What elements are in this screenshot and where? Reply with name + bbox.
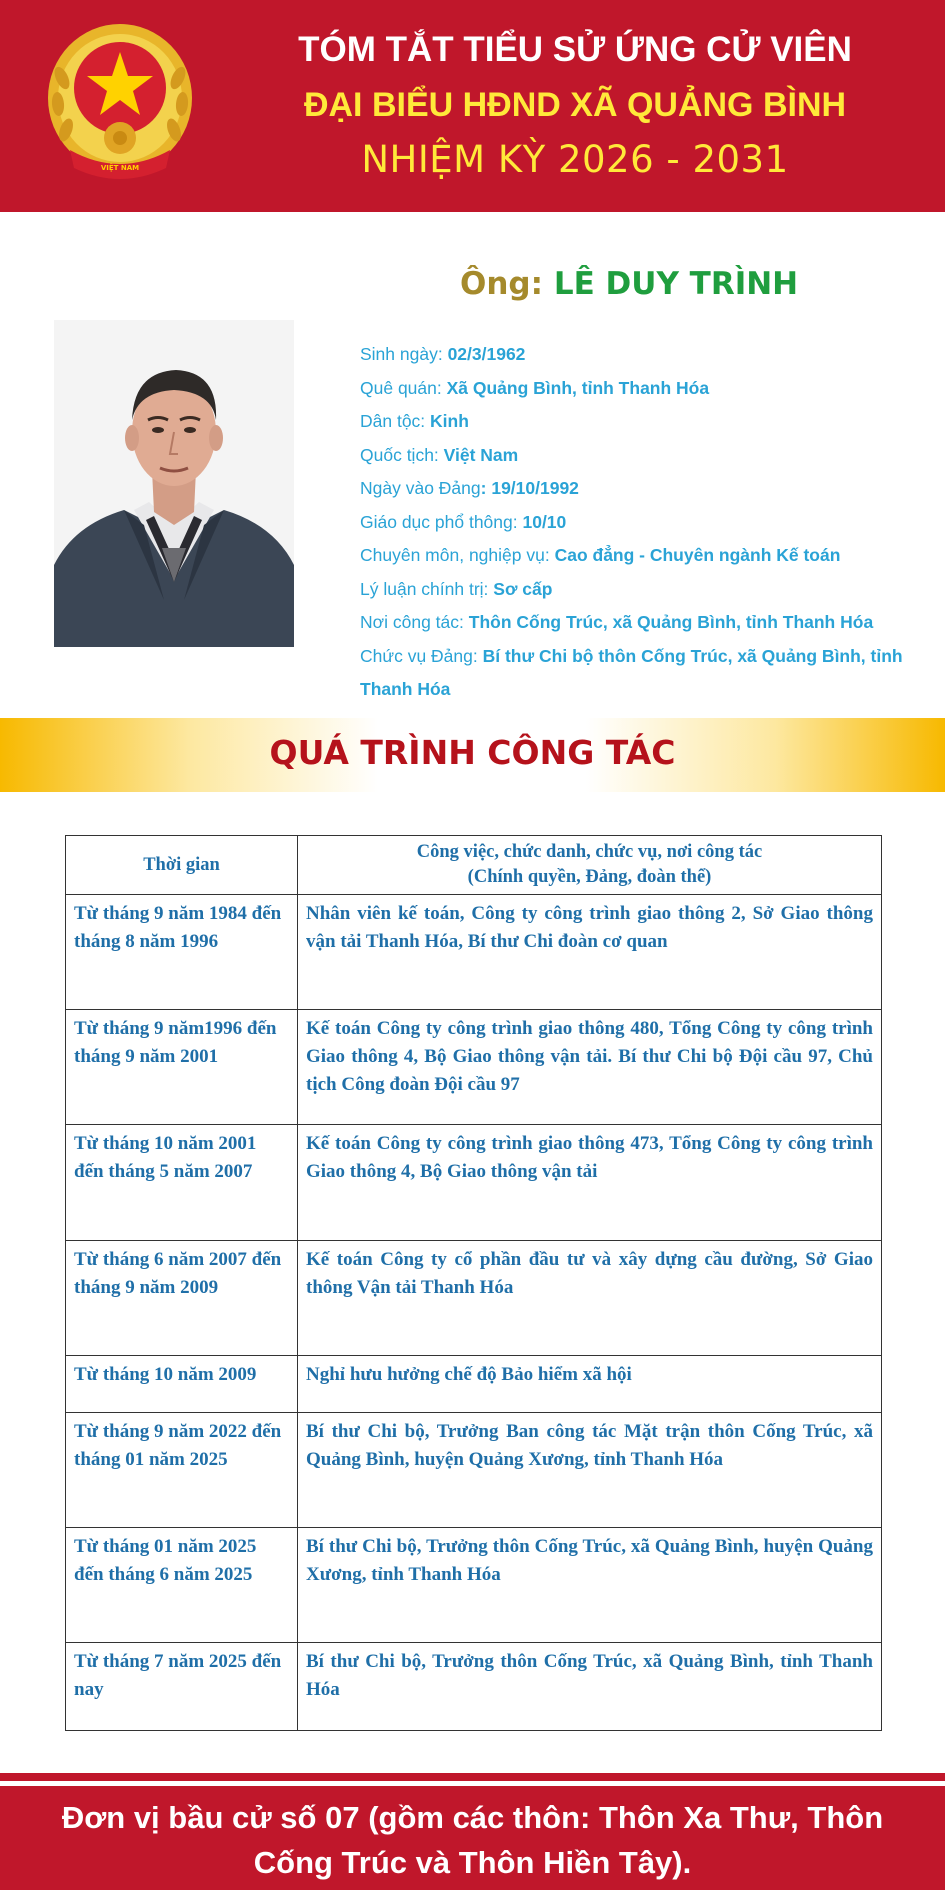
svg-text:VIỆT NAM: VIỆT NAM bbox=[100, 164, 140, 172]
row-description: Kế toán Công ty cổ phần đầu tư và xây dựng cầu đường, Sở Giao thông Vận tải Thanh Hóa bbox=[298, 1241, 882, 1356]
header-title: TÓM TẮT TIỂU SỬ ỨNG CỬ VIÊN bbox=[298, 30, 852, 69]
row-time: Từ tháng 10 năm 2009 bbox=[66, 1356, 298, 1413]
row-description: Kế toán Công ty công trình giao thông 480, Tổng Công ty công trình Giao thông 4, Bộ Giao thông vận tải. Bí thư Chi bộ Đội cầu 97, Chủ tịch Công đoàn Đội cầu 97 bbox=[298, 1010, 882, 1125]
row-time: Từ tháng 9 năm 1984 đến tháng 8 năm 1996 bbox=[66, 895, 298, 1010]
row-description: Bí thư Chi bộ, Trưởng Ban công tác Mặt trận thôn Cống Trúc, xã Quảng Bình, huyện Quảng Xương, tỉnh Thanh Hóa bbox=[298, 1413, 882, 1528]
info-hometown: Quê quán: Xã Quảng Bình, tỉnh Thanh Hóa bbox=[360, 377, 710, 398]
row-time: Từ tháng 9 năm 2022 đến tháng 01 năm 2025 bbox=[66, 1413, 298, 1528]
row-description: Bí thư Chi bộ, Trưởng thôn Cống Trúc, xã Quảng Bình, huyện Quảng Xương, tỉnh Thanh Hóa bbox=[298, 1528, 882, 1643]
info-nationality: Quốc tịch: Việt Nam bbox=[360, 444, 519, 465]
row-time: Từ tháng 6 năm 2007 đến tháng 9 năm 2009 bbox=[66, 1241, 298, 1356]
header-term: NHIỆM KỲ 2026 - 2031 bbox=[361, 138, 789, 181]
info-party-join-date: Ngày vào Đảng: 19/10/1992 bbox=[360, 478, 579, 498]
header-time: Thời gian bbox=[66, 836, 298, 895]
name-prefix: Ông: bbox=[460, 266, 544, 302]
national-emblem-icon bbox=[42, 18, 198, 183]
candidate-name-row bbox=[460, 266, 798, 302]
footer-stripe bbox=[0, 1773, 945, 1781]
header-desc-line1: Công việc, chức danh, chức vụ, nơi công tác bbox=[416, 842, 763, 862]
section-title: QUÁ TRÌNH CÔNG TÁC bbox=[269, 733, 676, 772]
info-profession: Chuyên môn, nghiệp vụ: Cao đẳng - Chuyên ngành Kế toán bbox=[360, 545, 841, 565]
row-description: Kế toán Công ty công trình giao thông 473, Tổng Công ty công trình Giao thông 4, Bộ Giao thông vận tải bbox=[298, 1125, 882, 1241]
info-party-position: Chức vụ Đảng: Bí thư Chi bộ thôn Cống Trúc, xã Quảng Bình, tỉnh Thanh Hóa bbox=[360, 645, 903, 699]
header-description bbox=[298, 836, 882, 895]
table-row bbox=[66, 1241, 882, 1356]
row-time: Từ tháng 10 năm 2001 đến tháng 5 năm 2007 bbox=[66, 1125, 298, 1241]
table-row bbox=[66, 1643, 882, 1731]
table-row bbox=[66, 1413, 882, 1528]
header-subtitle: ĐẠI BIỂU HĐND XÃ QUẢNG BÌNH bbox=[303, 86, 847, 124]
row-description: Nghỉ hưu hưởng chế độ Bảo hiểm xã hội bbox=[298, 1356, 882, 1413]
table-row bbox=[66, 895, 882, 1010]
row-time: Từ tháng 9 năm1996 đến tháng 9 năm 2001 bbox=[66, 1010, 298, 1125]
row-description: Nhân viên kế toán, Công ty công trình giao thông 2, Sở Giao thông vận tải Thanh Hóa, Bí thư Chi đoàn cơ quan bbox=[298, 895, 882, 1010]
portrait-photo-icon bbox=[54, 320, 294, 647]
info-political-theory: Lý luận chính trị: Sơ cấp bbox=[360, 578, 553, 599]
electoral-unit-text: Đơn vị bầu cử số 07 (gồm các thôn: Thôn Xa Thư, Thôn Cống Trúc và Thôn Hiền Tây). bbox=[61, 1800, 884, 1880]
row-time: Từ tháng 01 năm 2025 đến tháng 6 năm 2025 bbox=[66, 1528, 298, 1643]
candidate-info-list bbox=[360, 338, 930, 707]
candidate-name: LÊ DUY TRÌNH bbox=[553, 266, 799, 302]
table-row bbox=[66, 1356, 882, 1413]
work-history-table bbox=[65, 835, 882, 1731]
header-desc-line2: (Chính quyền, Đảng, đoàn thể) bbox=[467, 867, 712, 887]
info-education: Giáo dục phổ thông: 10/10 bbox=[360, 511, 567, 532]
table-row bbox=[66, 1528, 882, 1643]
info-ethnicity: Dân tộc: Kinh bbox=[360, 411, 469, 431]
row-time: Từ tháng 7 năm 2025 đến nay bbox=[66, 1643, 298, 1731]
info-birth-date: Sinh ngày: 02/3/1962 bbox=[360, 344, 526, 364]
table-header-row bbox=[66, 836, 882, 895]
row-description: Bí thư Chi bộ, Trưởng thôn Cống Trúc, xã Quảng Bình, tỉnh Thanh Hóa bbox=[298, 1643, 882, 1731]
info-workplace: Nơi công tác: Thôn Cống Trúc, xã Quảng Bình, tỉnh Thanh Hóa bbox=[360, 612, 874, 632]
table-row bbox=[66, 1125, 882, 1241]
table-row bbox=[66, 1010, 882, 1125]
